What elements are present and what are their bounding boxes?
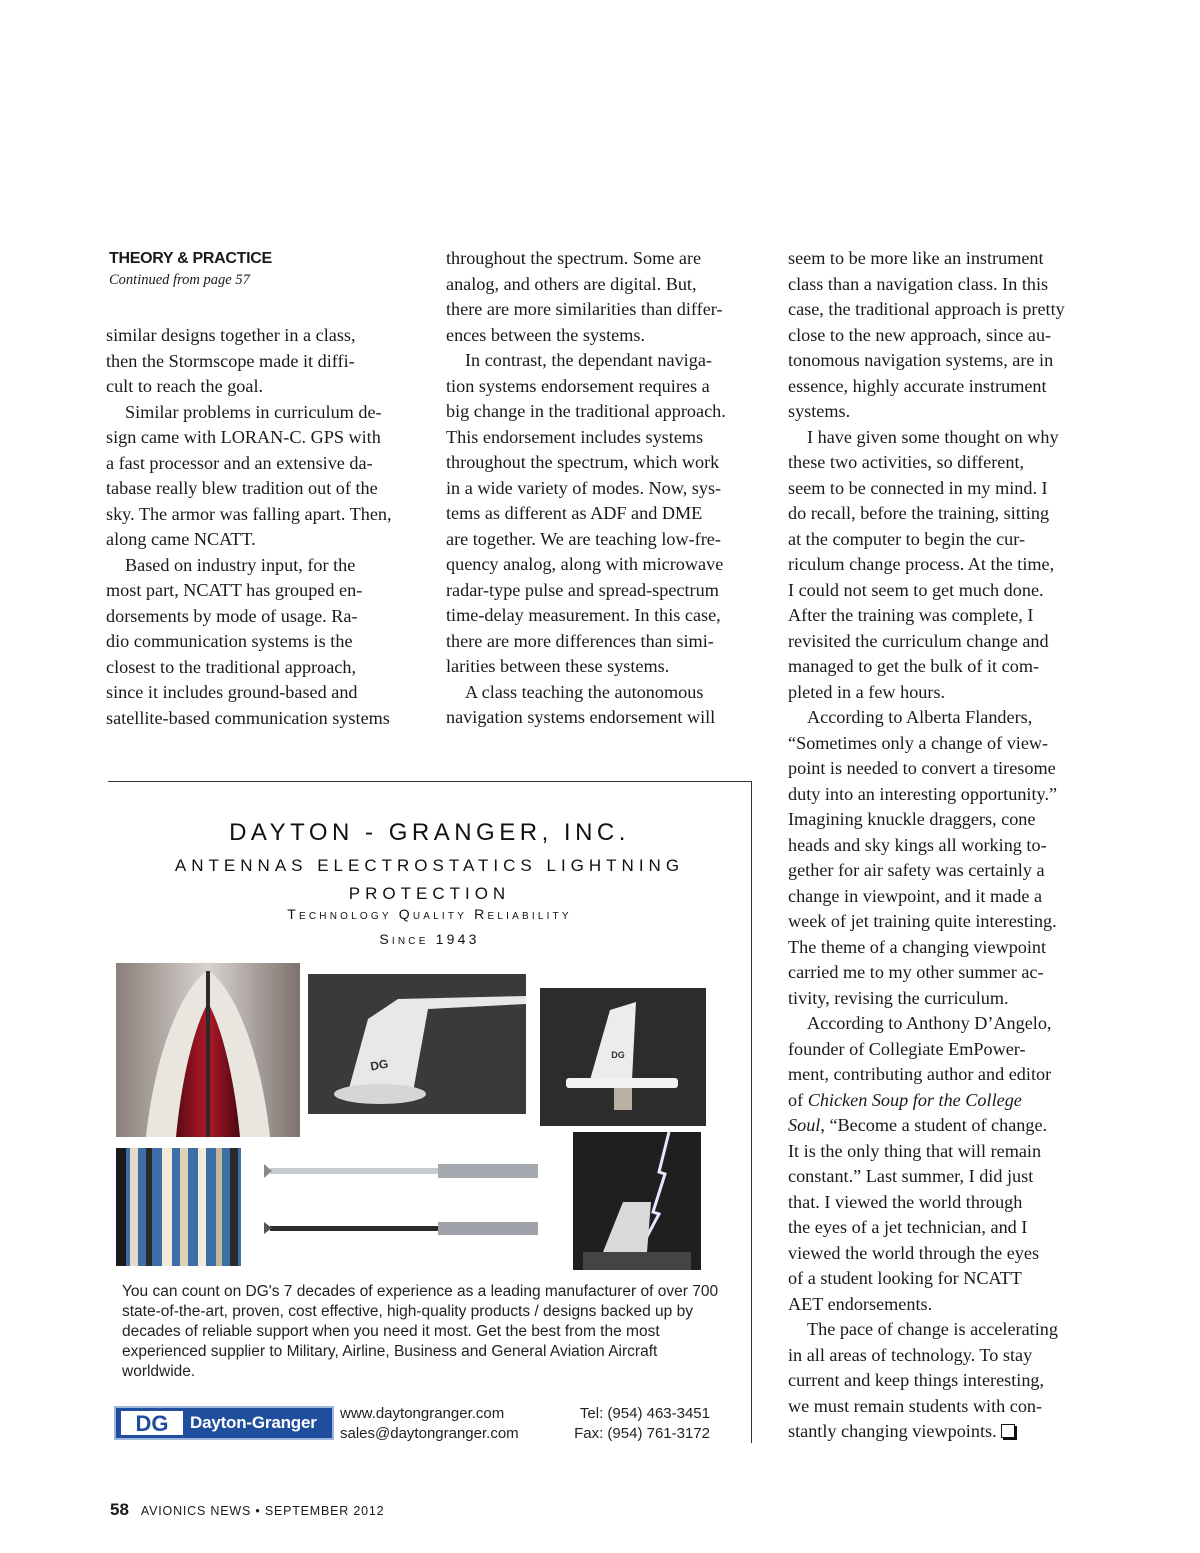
lightning-test-photo [573, 1132, 701, 1270]
text-line: sign came with LORAN-C. GPS with [106, 427, 381, 447]
text-line: there are more differences than simi- [446, 630, 714, 651]
text-line: In contrast, the dependant naviga- [465, 350, 712, 370]
paragraph [446, 348, 766, 680]
text-line: tivity, revising the curriculum. [788, 987, 1009, 1008]
article-column-3 [788, 246, 1108, 1445]
text-line: these two activities, so different, [788, 452, 1025, 472]
text-line: “Sometimes only a change of view- [788, 732, 1049, 753]
advertisement [108, 781, 752, 1443]
text-line: tonomous navigation systems, are in [788, 350, 1054, 370]
text-line: analog, and others are digital. But, [446, 273, 697, 294]
text-line: point is needed to convert a tiresome [788, 758, 1056, 778]
article-column-2 [446, 246, 766, 731]
svg-text:DG: DG [135, 1411, 169, 1436]
ad-fax: Fax: (954) 761-3172 [574, 1425, 710, 1442]
small-blade-logo: DG [611, 1050, 625, 1060]
paragraph [446, 246, 766, 348]
dayton-granger-logo [114, 1406, 334, 1440]
section-heading: THEORY & PRACTICE [109, 250, 272, 267]
ad-website[interactable]: www.daytongranger.com [340, 1405, 505, 1422]
ad-company-name: DAYTON - GRANGER, INC. [229, 819, 630, 846]
text-line: time-delay measurement. In this case, [446, 605, 721, 625]
text-line: most part, NCATT has grouped en- [106, 580, 363, 600]
text-line: dio communication systems is the [106, 631, 353, 651]
text-line: sky. The armor was falling apart. Then, [106, 503, 392, 524]
text-line: riculum change process. At the time, [788, 554, 1055, 574]
footer-publication: AVIONICS NEWS • SEPTEMBER 2012 [140, 1504, 385, 1518]
text-line: throughout the spectrum, which work [446, 452, 720, 472]
text-line: radar-type pulse and spread-spectrum [446, 579, 719, 600]
text-line: do recall, before the training, sitting [788, 503, 1050, 523]
text-line: case, the traditional approach is pretty [788, 299, 1065, 319]
paragraph [788, 705, 1108, 1011]
paragraph [446, 680, 766, 731]
ad-email[interactable]: sales@daytongranger.com [340, 1425, 519, 1442]
paragraph [106, 400, 426, 553]
text-line: revisited the curriculum change and [788, 630, 1049, 651]
paragraph [788, 1011, 1108, 1088]
static-wicks-photo [248, 1156, 548, 1264]
text-line: managed to get the bulk of it com- [788, 656, 1040, 676]
text-line: essence, highly accurate instrument [788, 375, 1047, 396]
text-line: class than a navigation class. In this [788, 273, 1049, 294]
text-line: tion systems endorsement requires a [446, 375, 710, 396]
page-number: 58 [110, 1500, 129, 1519]
text-line: closest to the traditional approach, [106, 656, 356, 677]
text-line: cult to reach the goal. [106, 376, 264, 396]
paragraph [106, 553, 426, 732]
blade-antenna-photo [308, 974, 526, 1114]
text-line: I could not seem to get much done. [788, 579, 1044, 600]
text-line: According to Anthony D’Angelo, [807, 1013, 1052, 1033]
text-line: since it includes ground-based and [106, 682, 358, 702]
text-line: in a wide variety of modes. Now, sys- [446, 477, 722, 498]
text-line: heads and sky kings all working to- [788, 834, 1047, 855]
quote-paragraph: of Chicken Soup for the College Soul, “Become a student of change. It is the only thing that will remain constant.” Last summer, I did just that. I viewed the world through the eyes of a jet technician, and I viewed the world through the eyes of a student looking for NCATT AET endorsements. [788, 1089, 1048, 1314]
text-line: Imagining knuckle draggers, cone [788, 809, 1036, 829]
column-3-paragraphs [788, 246, 1108, 1088]
text-line: systems. [788, 401, 851, 421]
paragraph [788, 246, 1108, 425]
paragraph [788, 425, 1108, 706]
text-line: This endorsement includes systems [446, 426, 704, 447]
text-line: similar designs together in a class, [106, 325, 356, 345]
paragraph [106, 323, 426, 400]
text-line: tems as different as ADF and DME [446, 503, 703, 523]
book-title: Chicken Soup for the College [807, 1089, 1022, 1110]
text-line: satellite-based communication systems [106, 707, 390, 728]
text-line: week of jet training quite interesting. [788, 911, 1057, 931]
ad-phone: Tel: (954) 463-3451 [579, 1405, 710, 1422]
text-line: then the Stormscope made it diffi- [106, 350, 355, 371]
text-line: I have given some thought on why [807, 426, 1059, 447]
text-line: ences between the systems. [446, 324, 645, 345]
page-footer [110, 1500, 384, 1520]
end-mark-icon [1001, 1424, 1015, 1438]
text-line: founder of Collegiate EmPower- [788, 1038, 1026, 1059]
text-line: at the computer to begin the cur- [788, 528, 1025, 549]
ad-contact-block [340, 1404, 710, 1444]
text-line: Based on industry input, for the [125, 554, 356, 575]
text-line: After the training was complete, I [788, 605, 1034, 625]
text-line: a fast processor and an extensive da- [106, 452, 373, 473]
text-line: throughout the spectrum. Some are [446, 248, 702, 268]
text-line: change in viewpoint, and it made a [788, 885, 1043, 906]
ad-since: Since 1943 [379, 931, 480, 947]
text-line: duty into an interesting opportunity.” [788, 783, 1058, 804]
text-line: tabase really blew tradition out of the [106, 478, 378, 498]
text-line: ment, contributing author and editor [788, 1064, 1052, 1084]
text-line: dorsements by mode of usage. Ra- [106, 605, 358, 626]
text-line: gether for air safety was certainly a [788, 860, 1045, 880]
text-line: seem to be connected in my mind. I [788, 477, 1048, 498]
continued-note: Continued from page 57 [109, 272, 250, 288]
final-paragraph: The pace of change is accelerating in all areas of technology. To stay current and keep things interesting, we must remain students with con- stantly changing viewpoints. [788, 1319, 1058, 1441]
text-line: carried me to my other summer ac- [788, 962, 1044, 982]
dg-logo-mark [120, 1410, 184, 1436]
text-line: A class teaching the autonomous [465, 681, 704, 702]
ad-product-lines: ANTENNAS ELECTROSTATICS LIGHTNING PROTECTION [174, 856, 685, 903]
text-line: are together. We are teaching low-fre- [446, 528, 721, 549]
ad-body-text: You can count on DG's 7 decades of experience as a leading manufacturer of over 700 state-of-the-art, proven, cost effective, high-quality products / designs backed up by decades of reliable support when you need it most. Get the best from the most experienced supplier to Military, Airline, Business and General Aviation Aircraft worldwide. [122, 1283, 719, 1380]
radome-photo [116, 963, 300, 1137]
text-line: close to the new approach, since au- [788, 324, 1052, 345]
text-line: along came NCATT. [106, 529, 256, 549]
text-line: Similar problems in curriculum de- [125, 401, 382, 422]
book-title-cont: Soul [788, 1115, 821, 1135]
logo-company-name: Dayton-Granger [190, 1413, 317, 1432]
text-line: seem to be more like an instrument [788, 248, 1044, 268]
text-line: According to Alberta Flanders, [807, 707, 1033, 727]
text-line: larities between these systems. [446, 656, 670, 676]
text-line: quency analog, along with microwave [446, 554, 724, 574]
text-line: The theme of a changing viewpoint [788, 936, 1047, 957]
ad-values: Technology Quality Reliability [287, 906, 572, 922]
text-line: pleted in a few hours. [788, 681, 946, 702]
text-line: navigation systems endorsement will [446, 707, 716, 727]
text-line: big change in the traditional approach. [446, 401, 726, 421]
text-line: there are more similarities than differ- [446, 299, 723, 319]
blade-logo: DG [369, 1056, 390, 1074]
small-antenna-photo [540, 988, 706, 1126]
lightning-strips-photo [116, 1148, 241, 1266]
article-column-1 [106, 323, 426, 731]
